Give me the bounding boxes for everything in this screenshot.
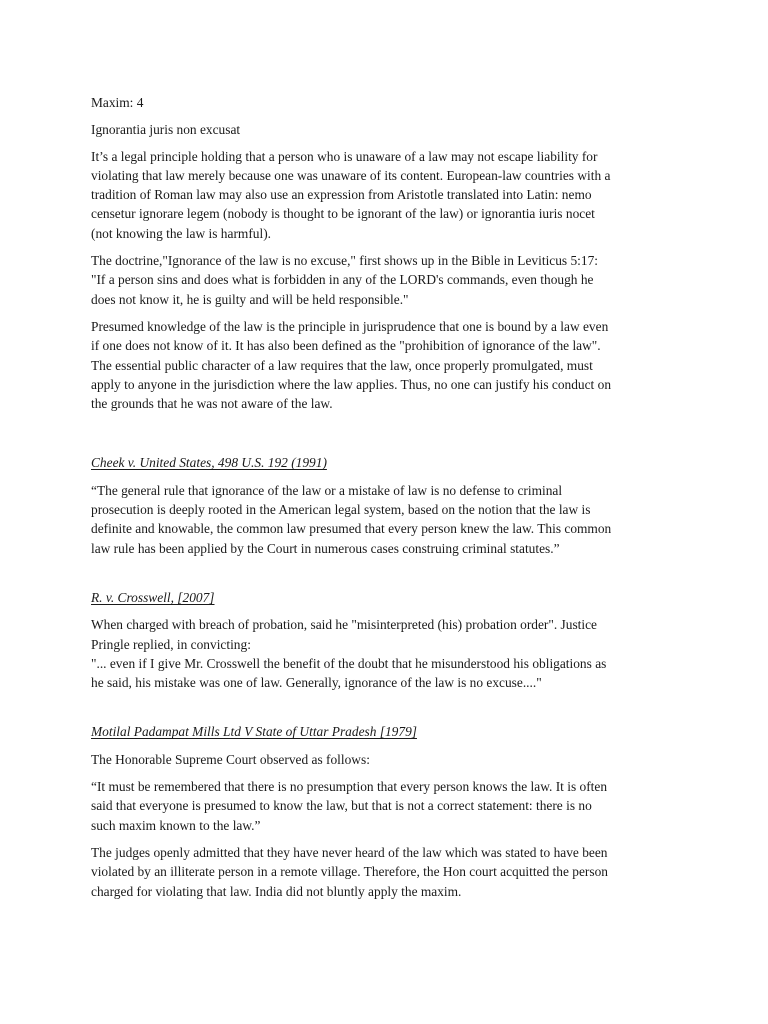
document-body: [91, 93, 691, 909]
intro-paragraph: It’s a legal principle holding that a person who is unaware of a law may not escape liability for violating that law merely because one was unaware of its content. European-law countries with a tradition of Roman law may also use an expression from Aristotle translated into Latin: nemo censetur ignorare legem (nobody is thought to be ignorant of the law) or ignorantia iuris nocet (not knowing the law is harmful).: [91, 148, 611, 241]
doctrine-paragraph: The doctrine,"Ignorance of the law is no excuse," first shows up in the Bible in Leviticus 5:17: "If a person sins and does what is forbidden in any of the LORD's commands, even though he does not know it, he is guilty and will be held responsible.": [91, 253, 599, 307]
section-spacer: [91, 566, 691, 588]
maxim-phrase: Ignorantia juris non excusat: [91, 122, 241, 138]
case-title-crosswell: R. v. Crosswell, [2007]: [91, 589, 215, 605]
case-title-motilal: Motilal Padampat Mills Ltd V State of Uttar Pradesh [1979]: [91, 724, 417, 740]
case-title-cheek: Cheek v. United States, 498 U.S. 192 (1991): [91, 455, 327, 471]
case-intro-motilal: The Honorable Supreme Court observed as follows:: [91, 751, 370, 767]
case-conclusion-motilal: The judges openly admitted that they have never heard of the law which was stated to have been violated by an illiterate person in a remote village. Therefore, the Hon court acquitted the person charged for violating that law. India did not bluntly apply the maxim.: [91, 844, 608, 899]
case-text-crosswell: When charged with breach of probation, said he "misinterpreted (his) probation order". Justice Pringle replied, in convicting: "... even if I give Mr. Crosswell the benefit of the doubt that he misunderstood his obligations as he said, his mistake was one of law. Generally, ignorance of the law is no excuse....": [91, 617, 607, 691]
case-quote-motilal: “It must be remembered that there is no presumption that every person knows the law. It is often said that everyone is presumed to know the law, but that is not a correct statement: there is no such maxim known to the law.”: [91, 779, 608, 833]
section-spacer: [91, 421, 691, 453]
section-spacer: [91, 700, 691, 722]
case-quote-cheek: “The general rule that ignorance of the law or a mistake of law is no defense to criminal prosecution is deeply rooted in the American legal system, based on the notion that the law is definite and knowable, the common law presumed that every person knew the law. This common law rule has been applied by the Court in numerous cases construing criminal statutes.”: [91, 482, 612, 556]
maxim-heading: Maxim: 4: [91, 95, 144, 110]
presumed-knowledge-paragraph: Presumed knowledge of the law is the principle in jurisprudence that one is bound by a law even if one does not know of it. It has also been defined as the "prohibition of ignorance of the law". The essential public character of a law requires that the law, once properly promulgated, must apply to anyone in the jurisdiction where the law applies. Thus, no one can justify his conduct on the grounds that he was not aware of the law.: [91, 318, 612, 412]
